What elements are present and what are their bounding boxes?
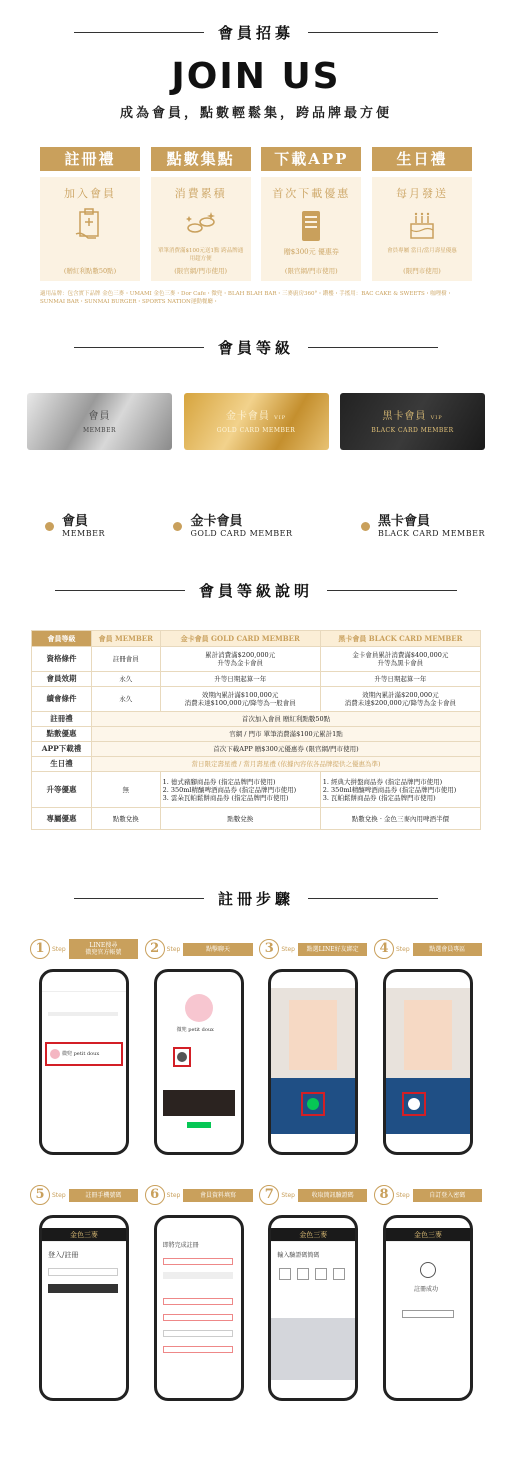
step-tag: 會員資料填寫 (183, 1189, 252, 1202)
dot-icon (45, 522, 54, 531)
card-sub: MEMBER (83, 427, 116, 434)
section-title: 會員招募 (217, 24, 294, 42)
cell: 無 (92, 772, 161, 808)
step-label (145, 937, 253, 961)
step-number: 2 (145, 939, 165, 959)
form-title: 即將完成註冊 (162, 1242, 199, 1249)
section-title: 會員等級說明 (198, 582, 313, 600)
highlight-box (45, 1042, 123, 1066)
table-row (32, 742, 481, 757)
benefit-head: 點數集點 (151, 147, 251, 171)
benefit-card-app (261, 147, 361, 281)
divider (327, 590, 457, 591)
cell: 點數兌換 (92, 808, 161, 830)
brand-header: 金色三麥 (271, 1228, 355, 1242)
step-word: Step (395, 1191, 410, 1199)
benefit-title: 首次下載優惠 (272, 187, 351, 200)
cell: 升等日期起算一年 (320, 672, 480, 687)
dot-icon (173, 522, 182, 531)
step-label (374, 937, 482, 961)
card-name: 黑卡會員 VIP (382, 411, 443, 422)
legend-black (361, 510, 485, 538)
step-tag: 註冊手機號碼 (69, 1189, 138, 1202)
step-word: Step (52, 1191, 66, 1199)
cell: 效期內累計滿$100,000元 消費未達$100,000元/降等為一般會員 (160, 687, 320, 712)
divider (74, 898, 204, 899)
legend-title: 黑卡會員 (378, 514, 431, 529)
join-us-title: JOIN US (171, 56, 341, 97)
step-label (30, 937, 138, 961)
step-label (30, 1183, 138, 1207)
table-header: 會員等級 (32, 631, 92, 647)
benefit-note: (贈紅利點數50點) (63, 267, 117, 275)
section-recruit-header (0, 22, 512, 43)
levels-table (31, 630, 481, 830)
highlight-box (173, 1047, 191, 1067)
card-sub: GOLD CARD MEMBER (216, 427, 296, 434)
row-key: 生日禮 (32, 757, 92, 772)
phone-screenshot (39, 969, 129, 1155)
legend-member (45, 510, 105, 538)
dot-icon (361, 522, 370, 531)
verify-title: 輸入驗證碼簡碼 (277, 1252, 320, 1259)
member-cards (27, 393, 485, 450)
name-field (163, 1258, 233, 1265)
section-steps-header (0, 888, 512, 909)
step-word: Step (395, 945, 410, 953)
benefit-body (151, 177, 251, 281)
code-box (315, 1268, 327, 1280)
step-number: 1 (30, 939, 50, 959)
benefit-head: 下載APP (261, 147, 361, 171)
row-key: 會員效期 (32, 672, 92, 687)
code-box (279, 1268, 291, 1280)
avatar (185, 994, 213, 1022)
step-number: 4 (374, 939, 394, 959)
divider (74, 32, 204, 33)
card-black (340, 393, 485, 450)
step-8 (374, 1183, 482, 1401)
step-word: Step (281, 945, 295, 953)
cell: 累計消費滿$200,000元 升等為金卡會員 (160, 647, 320, 672)
birthday-field (163, 1298, 233, 1305)
divider (74, 347, 204, 348)
status-bar (42, 972, 126, 982)
card-sub: BLACK CARD MEMBER (371, 427, 454, 434)
section-title: 註冊步驟 (217, 890, 294, 908)
table-row (32, 808, 481, 830)
step-1 (30, 937, 138, 1155)
step-tag: 收取簡訊驗證碼 (298, 1189, 367, 1202)
step-3 (259, 937, 367, 1155)
step-tag: 自訂登入密碼 (413, 1189, 482, 1202)
phone-screenshot (154, 969, 244, 1155)
card-member (27, 393, 172, 450)
profile-name: 微兜 petit doux (176, 1027, 214, 1033)
step-number: 6 (145, 1185, 165, 1205)
cell: 升等日期起算一年 (160, 672, 320, 687)
clipboard-hand-icon (40, 205, 140, 247)
step-tag: LINE搜尋 微兜官方帳號 (69, 939, 138, 959)
check-icon (420, 1262, 436, 1278)
join-subtitle: 成為會員，點數輕鬆集，跨品牌最方便 (119, 106, 392, 121)
region-field (163, 1346, 233, 1353)
phone-app-icon (261, 205, 361, 247)
phone-screenshot (154, 1215, 244, 1401)
divider (55, 590, 185, 591)
table-row (32, 647, 481, 672)
table-row (32, 772, 481, 808)
cell: 永久 (92, 687, 161, 712)
benefit-card-birthday (372, 147, 472, 281)
status-bar (271, 972, 355, 982)
table-row (32, 712, 481, 727)
step-word: Step (52, 945, 66, 953)
step-word: Step (166, 945, 181, 953)
table-row (32, 757, 481, 772)
code-box (333, 1268, 345, 1280)
legend-sub: BLACK CARD MEMBER (378, 529, 485, 538)
keypad (271, 1318, 355, 1380)
step-number: 5 (30, 1185, 50, 1205)
login-button (48, 1284, 118, 1293)
cell: 1. 經典大拼盤商品券 (指定品牌門市使用) 2. 350ml精釀啤酒商品券 (指定品牌門市使用) 3. 瓦帕鬆餅商品券 (指定品牌門市使用) (320, 772, 480, 808)
legend-title: 金卡會員 (190, 514, 243, 529)
step-label (259, 937, 367, 961)
cell: 金卡會員累計消費滿$400,000元 升等為黑卡會員 (320, 647, 480, 672)
benefit-title: 加入會員 (64, 187, 116, 200)
legend-gold (173, 510, 292, 538)
benefit-head: 註冊禮 (40, 147, 140, 171)
row-key: 專屬優惠 (32, 808, 92, 830)
email-field (163, 1330, 233, 1337)
table-header: 金卡會員 GOLD CARD MEMBER (160, 631, 320, 647)
phone-screenshot (268, 1215, 358, 1401)
benefit-note: (限官網/門市使用) (284, 267, 338, 275)
brand-header: 金色三麥 (386, 1228, 470, 1242)
status-bar (386, 972, 470, 982)
step-word: Step (166, 1191, 181, 1199)
confirm-button (402, 1310, 454, 1318)
step-tag: 點擊聊天 (183, 943, 252, 956)
legend-sub: MEMBER (62, 529, 105, 538)
cell: 永久 (92, 672, 161, 687)
legend-title: 會員 (62, 514, 89, 529)
cell: 當日限定壽星禮 / 當月壽星禮 (依據內容依各品牌提供之優惠為準) (92, 757, 481, 772)
promo-card (404, 1000, 452, 1070)
cell: 點數兌換 · 金色三麥內用啤酒半價 (320, 808, 480, 830)
step-word: Step (281, 1191, 295, 1199)
phone-screenshot (268, 969, 358, 1155)
step-7 (259, 1183, 367, 1401)
cell: 1. 德式豬腳商品券 (指定品牌門市使用) 2. 350ml精釀啤酒商品券 (指定品牌門市使用) 3. 雲朵瓦帕鬆餅商品券 (指定品牌門市使用) (160, 772, 320, 808)
divider (308, 32, 438, 33)
benefit-desc: 贈$300元 優惠券 (283, 248, 339, 256)
banner (163, 1090, 235, 1116)
card-gold (184, 393, 329, 450)
highlight-box (402, 1092, 426, 1116)
section-title: 會員等級 (217, 339, 294, 357)
phone-field (163, 1272, 233, 1279)
step-label (259, 1183, 367, 1207)
member-legend (45, 510, 485, 538)
step-tag: 點選會員專區 (413, 943, 482, 956)
benefit-head: 生日禮 (372, 147, 472, 171)
legend-sub: GOLD CARD MEMBER (190, 529, 293, 538)
benefit-desc: 單筆消費滿$100元送1點 跨品牌通用超方便 (158, 248, 244, 262)
step-tag: 點選LINE好友綁定 (298, 943, 367, 956)
benefit-card-points (151, 147, 251, 281)
cell: 點數兌換 (160, 808, 320, 830)
steps-row-2 (30, 1183, 482, 1401)
login-title: 登入/註冊 (48, 1251, 79, 1259)
gender-field (163, 1314, 233, 1321)
step-number: 8 (374, 1185, 394, 1205)
cell: 首次下載APP 贈$300元優惠券 (限官網/門市使用) (92, 742, 481, 757)
row-key: APP下載禮 (32, 742, 92, 757)
divider (308, 347, 438, 348)
benefit-body (372, 177, 472, 281)
section-levels-desc-header (0, 580, 512, 601)
step-4 (374, 937, 482, 1155)
row-key: 資格條件 (32, 647, 92, 672)
table-header: 會員 MEMBER (92, 631, 161, 647)
card-name: 金卡會員 VIP (225, 411, 287, 422)
result-title: 微兜 petit doux (62, 1051, 100, 1057)
benefit-title: 每月發送 (395, 187, 448, 200)
table-row (32, 687, 481, 712)
card-name: 會員 (88, 411, 111, 422)
row-key: 升等優惠 (32, 772, 92, 808)
cell: 首次加入會員 贈紅利點數50點 (92, 712, 481, 727)
status-bar (157, 972, 241, 982)
search-input (48, 1012, 118, 1016)
phone-screenshot (383, 969, 473, 1155)
cell: 官網 / 門市 單筆消費滿$100元累計1點 (92, 727, 481, 742)
steps-row-1 (30, 937, 482, 1155)
table-row (32, 727, 481, 742)
table-row (32, 672, 481, 687)
benefit-desc: 會員專屬 當日/當月壽星優惠 (387, 248, 457, 254)
rich-menu (386, 1078, 470, 1134)
step-2 (145, 937, 253, 1155)
benefit-card-register (40, 147, 140, 281)
row-key: 點數優惠 (32, 727, 92, 742)
phone-screenshot (39, 1215, 129, 1401)
status-bar (42, 1218, 126, 1228)
row-key: 續會條件 (32, 687, 92, 712)
phone-screenshot (383, 1215, 473, 1401)
brands-note: 適用品牌：包含實下品牌 金色三麥・UMAMI 金色三麥・Dor Cafe・微兜・BLAH BLAH BAR・三麥廚房360°・鑽樓・手搖用：BAC CAKE & SWEETS・咖哩樹・SUNMAI BAR・SUNMAI BURGER・SPORTS NATION運動餐廳・ (40, 291, 453, 305)
benefit-body (261, 177, 361, 281)
benefit-note: (限門市使用) (403, 267, 441, 275)
phone-input (48, 1268, 118, 1276)
coins-icon (151, 205, 251, 247)
status-bar (271, 1218, 355, 1228)
benefit-body (40, 177, 140, 281)
step-number: 3 (259, 939, 279, 959)
table-header: 黑卡會員 BLACK CARD MEMBER (320, 631, 480, 647)
add-friend-button (187, 1122, 211, 1128)
app-header (42, 982, 126, 992)
step-number: 7 (259, 1185, 279, 1205)
status-bar (157, 1218, 241, 1228)
row-key: 註冊禮 (32, 712, 92, 727)
highlight-box (301, 1092, 325, 1116)
status-bar (386, 1218, 470, 1228)
cell: 註冊會員 (92, 647, 161, 672)
benefit-title: 消費累積 (174, 187, 227, 200)
code-box (297, 1268, 309, 1280)
brand-header: 金色三麥 (42, 1228, 126, 1242)
step-label (374, 1183, 482, 1207)
step-6 (145, 1183, 253, 1401)
divider (308, 898, 438, 899)
benefit-note: (限官網/門市使用) (174, 267, 228, 275)
success-title: 註冊成功 (413, 1286, 438, 1293)
benefits-row (40, 147, 472, 281)
step-label (145, 1183, 253, 1207)
cake-icon (372, 205, 472, 247)
step-5 (30, 1183, 138, 1401)
promo-card (289, 1000, 337, 1070)
cell: 效期內累計滿$200,000元 消費未達$200,000元/降等為金卡會員 (320, 687, 480, 712)
section-levels-header (0, 337, 512, 358)
